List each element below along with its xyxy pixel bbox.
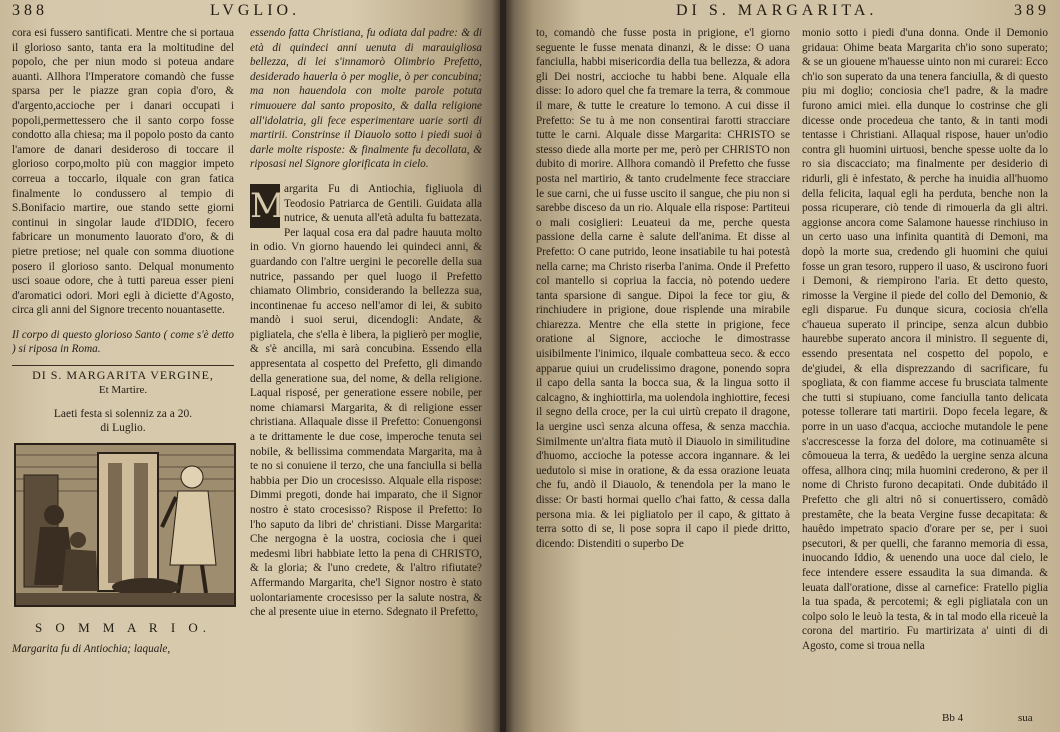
right-page-number: 389 (1014, 2, 1050, 19)
saint-subheading: Et Martire. (98, 383, 148, 396)
left-column-1 (12, 26, 234, 656)
left-col1-text: cora esi fussero santificati. Mentre che si portaua il glorioso santo, tanta era la moltitudine del popolo, che per niun modo si poteua andare auanti. Allhora l'Imperatore comandò che fusse sparsa per le piazze gran copia d'oro, & d'argento,accioche per i danari occupati i popoli,permettessero che il santo corpo fosse condotto alla chiesa; ma il popolo posto da canto l'amore de danari desideroso di toccare il glorioso corpo,molto più con maggior impeto correua a toccarlo, ilquale con gran fatica finalmente lo condussero al tempio di S.Bonifacio martire, oue stando sette giorni continui in singolar laude d'IDDIO, fecero fabricare un monumento lauorato d'oro, & di pietre pretiose; nel quale con somma diuotione posero il glorioso santo. Delqual monumento usci soaue odore, che à tutti pareua esser pieni d'aromatici odori. Mori egli à diciette d'Agosto, circa gli anni del Signore trecento nouantasette. (12, 27, 234, 317)
left-col1-closing: Il corpo di questo glorioso Santo ( come s'è detto ) si riposa in Roma. (12, 328, 234, 356)
right-col2-text: monio sotto i piedi d'una donna. Onde il Demonio gridaua: Ohime beata Margarita ch'io sono superato; & se un giouene m'hauesse uinto non mi curarei: Ecco ch'io son superato da una tenera fanciulla, & di questo piu mi doglio; conciosia che'l padre, & la madre furono amici miei. ella dunque lo costrinse che gli dicesse onde procedeua che tanto, & in tanti modi tentasse i Christiani. Allaqual rispose, hauer un'odio contra gli huomini uirtuosi, benche spesse uolte da lo ro sia discacciato; ma finalmente per desiderio di ridurli, gli è infestato, & perche ha inuidia all'huomo della felicita, laqual egli ha perduta, benche non la possa ricuperare, ciò tende di rimouerla da gli altri. aggionse ancora come Salamone hauesse rinchiuso in un certo uaso una infinita quantità di Demoni, ma dopò la morte sua, credendo gli huomini che quiui fosse un gran tesoro, ruppero il uaso, & uscirono fuori i Demoni, & riempirono l'aria. Et detto questo, rimosse la Vergine il piede del collo del Demonio, & egli disparue. Fu dunque sicura, cociosia ch'ella c'haueua superato il principe, senza alcun dubbio haurebbe superato ancora il ministro. Il seguente di, essendo presentata nel cospetto del popolo, e de'giudei, & ella disprezzando di sacrificare, fu spogliata, & con fiamme accese fu brusciata talmente che tutti si stupiuano, come fanciulla tanto delicata potesse tollerare tati martirii. Dopo fecela legare, & porre in un uaso d'acqua, accioche mutandole le pene s'accrescesse la forza del dolore, ma cotinuamête si cômoueua la terra, & uedêdo la uergine senza alcuna offesa, allhora cinq; mila huomini crederono, & per il nome di Christo furono decapitati. Onde dubitádo il Prefetto che gli altri nô si conuertissero, comâdò prestamête, che la beata Vergine fusse decapitata: & hauêdo impetrato spacio d'orare per se, per i suoi psecutori, & per quelli, che faranno memoria di essa, inuocando Iddio, & uenendo una uoce dal cielo, le fece intendere essere essaudita la sua dimanda. & leuata dall'oratione, disse al carnefice: Fratello piglia la tua spada, & percotemi; & egli pigliatala con un colpo solo le leuò la testa, & in tal modo ella riceuè la corona del martirio. Fu martirizata a' uinti di di Agosto, come si troua nella (802, 27, 1048, 652)
right-column-2 (802, 26, 1048, 654)
right-page (506, 0, 1060, 732)
right-column-1 (536, 26, 790, 551)
feast-line-1: Laeti festa si solenniz za a 20. (53, 408, 193, 421)
left-page (0, 0, 500, 732)
right-col1-text: to, comandò che fusse posta in prigione, e'l giorno seguente le fusse menata dinanzi, & le disse: O uana fanciulla, habbi misericordia della tua bellezza, & adora gli Dei nostri, accioche tu habbi bene. Alquale ella disse: Io adoro quel che fa tremare la terra, & commoue il mare, & tutte le creature lo temono. A cui disse il Prefetto: Se tu à me non consentirai farotti stracciare tutte le carni. Alquale disse Margarita: CHRISTO se stesso diede alla morte per me, però per CHRISTO non dubito di morire. Allhora comandò il Prefetto che fusse posta nel martirio, & tanto crudelmente fece stracciare le sue carni, che ui fusse uscito il sangue, che piu non si sarebbe disceso da un rio. Alquale ella rispose: Partiteui o mali cosiglieri: Leuateui da me, perche questa passione della carne è salute dell'anima. Et disse al Prefetto: O cane putrido, leone insatiabile tu hai potestà nella carne; ma Christo riserba l'anima. Onde il Prefetto col mantello si copriua la faccia, nò potendo uedere tanta sparsione di sangue. Dipoi la fece tor giu, & rinchiudere in prigione, doue risplende una mirabile chiarezza. Mentre che ella stette in prigione, fece oratione al Signore, accioche le dimostrasse uisibilmente l'inimico, ilquale combatteua seco. & ecco apparue quiui un crudelissimo dragone, ponendo sopra il capo della santa la bocca sua, & la lingua sotto il calcagno, & inghiottirla, ma uolendola inghiottire, fecesi il segno della croce, per la cui uirtù crepato il dragone, la uergine uscì senza alcuna offesa, & senza macchia. Similmente un'altra fiata mutò il Diauolo in similitudine d'huomo, accioche la potesse accora ingannare. & lei uedutolo si mise in oratione, & da essa orazione leuata che fu, andò il Diauolo, & tenendola per la mano le disse: Or basti hormai quello c'hai fatto, & cessa dalla persona mia. & lei pigliatolo per il capo, & gittato à terra sotto di se, li pose sopra il capo il piede dritto, dicendo: Distenditi o superbo De (536, 27, 790, 550)
right-running-head: DI S. MARGARITA. (676, 2, 878, 19)
drop-cap: M (250, 185, 285, 226)
left-page-number: 388 (12, 2, 48, 19)
signature-mark: Bb 4 (942, 712, 964, 724)
catchword: sua (1018, 712, 1033, 724)
feast-line-2: di Luglio. (100, 422, 146, 435)
sommario-summary: essendo fatta Christiana, fu odiata dal padre: & di età di quindeci anni uenuta di marauigliosa bellezza, di lei s'innamorò Olimbrio Prefetto, desiderado hauerla ò per moglie, ò per concubina; ma non hauendola con molte parole potuta rimuouere dal santo proposito, & dalla religione all'idolatria, gli fece esperimentare uarie sorti di martirii. Constrinse il Diauolo sotto i piedi suoi à darle molte risposte: & finalmente fu decollata, & riposasi nel Signore glorificata in cielo. (250, 27, 482, 171)
martyrdom-woodcut (14, 443, 236, 607)
left-column-2 (250, 26, 482, 620)
left-col2-body: argarita Fu di Antiochia, figliuola di Teodosio Patriarca de Gentili. Guidata alla nutrice, & uenuta all'età adulta fu battezata. Per laqual cosa era dal padre hauuta molto in odio. Vn giorno hauendo lei quindeci anni, & guardando con l'altre uergini le pecorelle della sua nutrice, passando per quel luogo il Prefetto chiamato Olimbrio, considerando la bellezza sua, incontinenae fu acceso nell'amor di lei, & subito mandò i suoi serui, dicendogli: Andate, & pigliatela, che s'ella è libera, la piglierò per moglie, & s'è ancilla, mi sarà concubina. Essendo ella appresentata al cospetto del Prefetto, gli dimando della generatione sua, del nome, & della religione. Laqual risposé, per generatione essere nobile, per nome chiamarsi Margarita, & di religione esser christiana. Allaquale disse il Prefetto: Conuengonsi a te drittamente le due cose, imperoche tenuta sei nobile, & bellissima commendata Margarita, ma à te no si conuiene il terzo, che una fanciulla si bella habbia per Dio un crocesisso. Alquale ella rispose: Dimmi pregoti, donde hai imparato, che il Signor nostro è stato crocesisso? Rispose il Prefetto: Io l'ho saputo da libri de' christiani. Disse Margarita: Che nergogna è la uostra, cociosia che i quei medesmi libri habbiate letto la pena di CHRISTO, & la gloria; & l'uno credete, & l'altro rifiutate? Affermando Margarita, che'l Signor nostro è stato uolontariamente crocesisso per la salute nostra, & che al presente uiue in eterno. Sdegnato il Prefetto, (250, 182, 482, 619)
left-running-head: LVGLIO. (210, 2, 301, 19)
sommario-heading: S O M M A R I O. (34, 620, 212, 636)
sommario-start: Margarita fu di Antiochia; laquale, (12, 642, 171, 655)
story-body (250, 182, 482, 620)
saint-heading: DI S. MARGARITA VERGINE, (12, 365, 234, 383)
woodcut-illustration (16, 445, 234, 605)
